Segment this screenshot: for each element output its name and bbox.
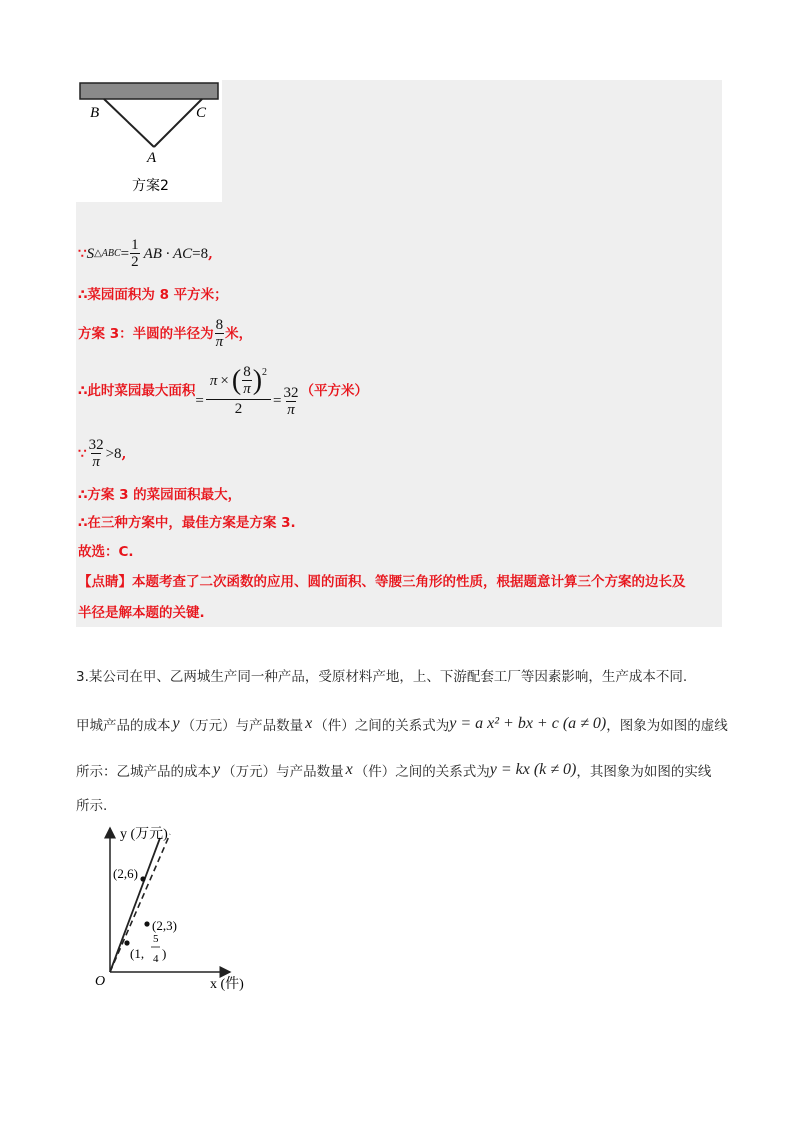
formula-linear: y = kx (k ≠ 0) — [489, 761, 577, 778]
label-point-2-6: (2,6) — [113, 866, 138, 881]
solution-line-10: 半径是解本题的关键. — [78, 605, 205, 621]
fraction-32-over-pi-compare: $\frac{32}{\pi}$ — [88, 437, 104, 470]
fraction-one-half: $\frac{1}{2}$ — [131, 237, 139, 270]
triangle-diagram — [76, 80, 222, 202]
solution-line-3: 方案 3：半圆的半径为 $\frac{8}{\pi}$ 米， — [78, 317, 253, 350]
x-axis-label: x (件) — [210, 977, 244, 992]
area-fraction: π × ( $\frac{8}{\pi}$ ) 2 2 — [206, 364, 271, 418]
point-2-3 — [144, 921, 149, 926]
label-point-1-close: ) — [162, 946, 167, 961]
origin-label: O — [95, 974, 106, 989]
solution-line-7: ∴在三种方案中，最佳方案是方案 3. — [78, 515, 296, 531]
label-point-1-num: 5 — [153, 933, 159, 945]
fraction-8-over-pi: $\frac{8}{\pi}$ — [215, 317, 224, 350]
solution-line-9: 【点睛】本题考查了二次函数的应用、圆的面积、等腰三角形的性质，根据题意计算三个方案的边长及 — [78, 574, 686, 590]
label-point-1-open: (1, — [130, 946, 145, 961]
label-point-2-3: (2,3) — [152, 918, 177, 933]
question-paragraph-2: 甲城产品的成本 y （万元）与产品数量 x （件）之间的关系式为 y = a x² + bx + c (a ≠ 0) ，图象为如图的虚线 — [76, 715, 728, 734]
solution-line-6: ∴方案 3 的菜园面积最大， — [78, 487, 242, 503]
solution-line-5: ∵ $\frac{32}{\pi}$ >8 , — [78, 437, 127, 470]
side-ca — [154, 99, 202, 147]
y-axis-label: y (万元) — [120, 827, 168, 842]
formula-quadratic: y = a x² + bx + c (a ≠ 0) — [449, 715, 607, 732]
point-2-6 — [140, 876, 145, 881]
label-c: C — [196, 105, 207, 121]
label-a: A — [147, 150, 157, 166]
figure-scheme-2 — [76, 80, 222, 202]
wall-bar — [80, 83, 218, 99]
solution-line-8: 故选：C. — [78, 544, 134, 560]
fraction-32-over-pi: $\frac{32}{\pi}$ — [283, 384, 299, 418]
point-1-5-4 — [124, 940, 129, 945]
cost-graph — [82, 822, 262, 997]
solution-line-2: ∴菜园面积为 8 平方米； — [78, 287, 228, 303]
side-ba — [104, 99, 154, 147]
question-paragraph-3: 所示：乙城产品的成本 y （万元）与产品数量 x （件）之间的关系式为 y = kx (k ≠ 0) ，其图象为如图的实线 — [76, 761, 712, 780]
label-point-1-den: 4 — [153, 953, 159, 965]
question-paragraph-4: 所示. — [76, 798, 108, 814]
label-b: B — [90, 105, 100, 121]
solution-line-1: ∵ S △ABC = $\frac{1}{2}$ AB · AC =8 , — [78, 237, 213, 270]
figure-caption: 方案2 — [132, 178, 169, 194]
question-paragraph-1: 3.某公司在甲、乙两城生产同一种产品，受原材料产地，上、下游配套工厂等因素影响，生产成本不同. — [76, 669, 688, 685]
solution-line-4: ∴此时菜园最大面积 = π × ( $\frac{8}{\pi}$ ) 2 2 = $\frac{32}{\pi}$ （平方米） — [78, 364, 368, 418]
